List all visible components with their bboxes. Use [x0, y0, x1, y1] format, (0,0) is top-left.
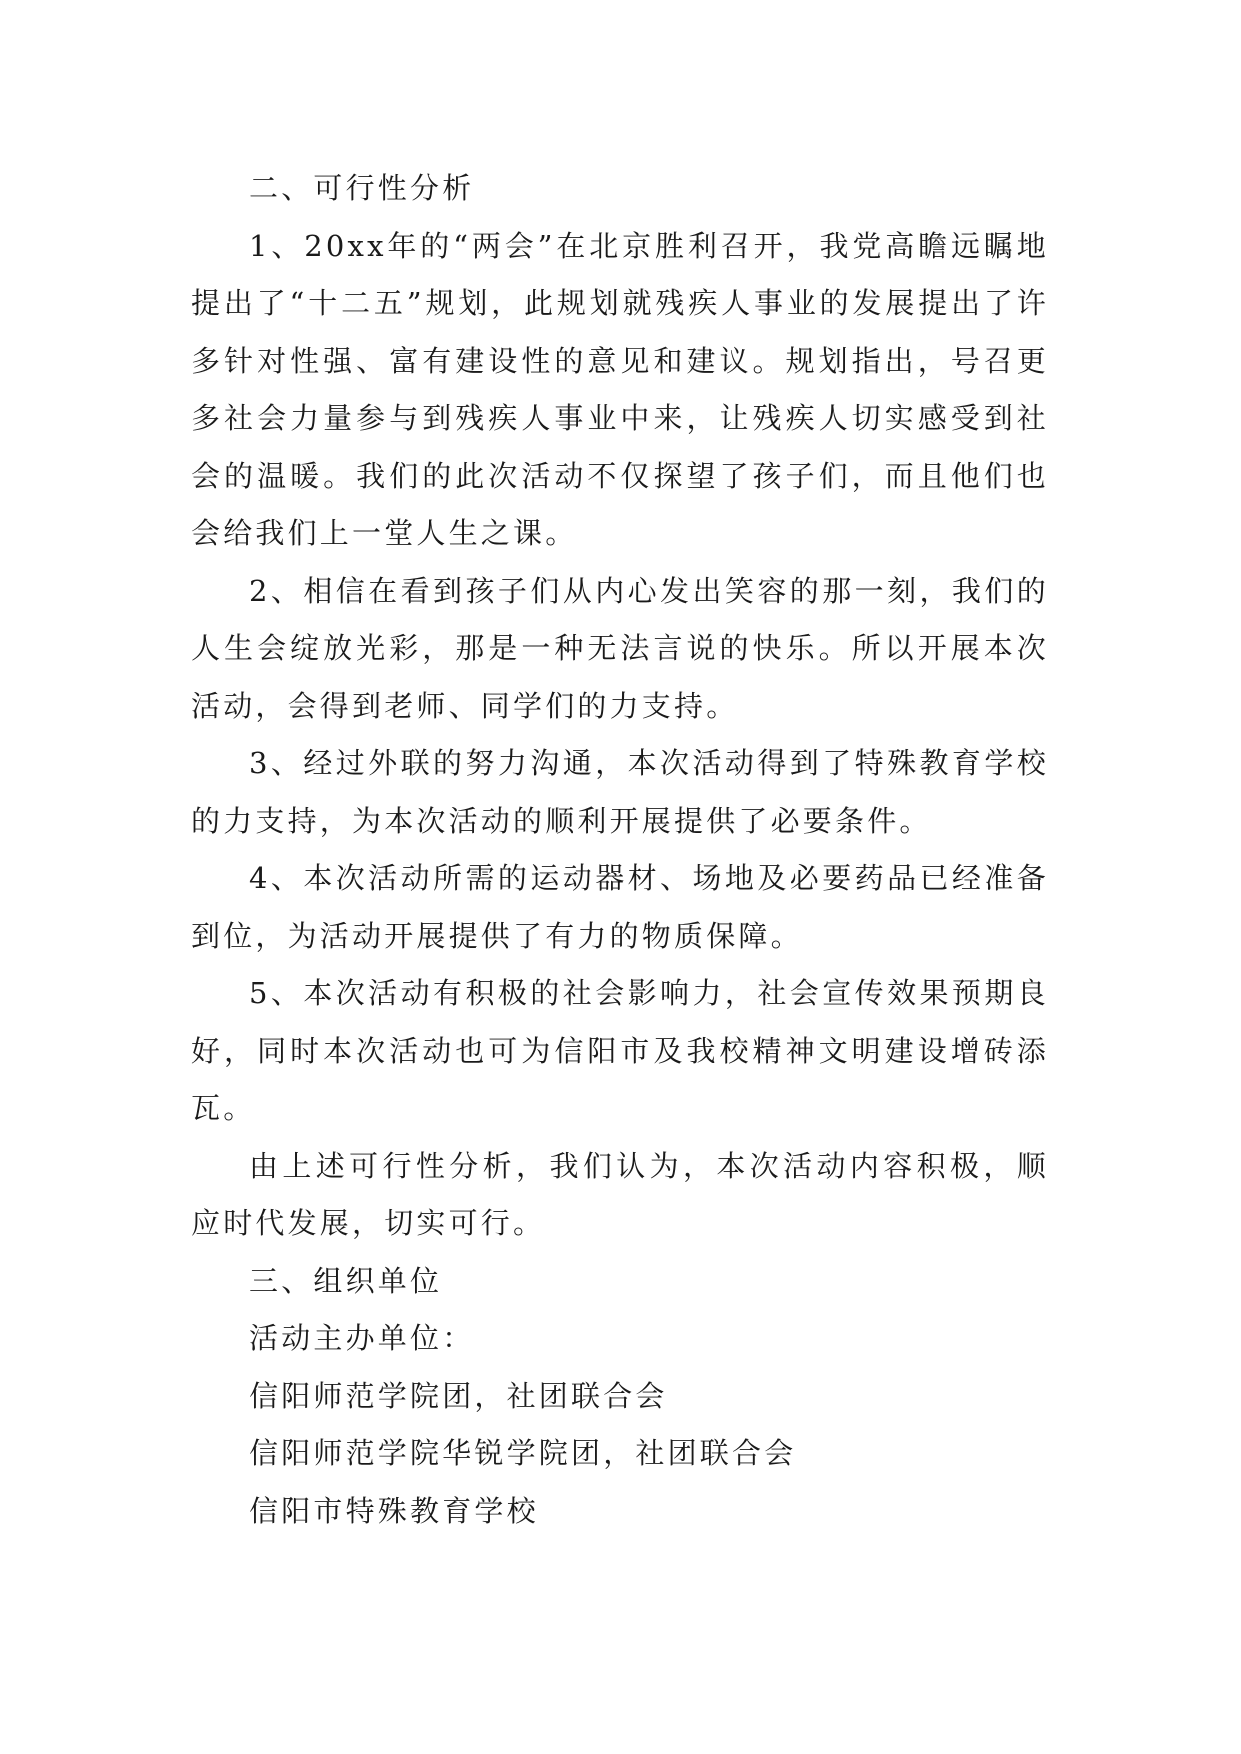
paragraph-5: 5、本次活动有积极的社会影响力，社会宣传效果预期良好，同时本次活动也可为信阳市及我校精神文明建设增砖添瓦。 [191, 976, 1049, 1125]
paragraph-1: 1、20xx年的“两会”在北京胜利召开，我党高瞻远瞩地提出了“十二五”规划，此规划就残疾人事业的发展提出了许多针对性强、富有建设性的意见和建议。规划指出，号召更多社会力量参与到残疾人事业中来，让残疾人切实感受到社会的温暖。我们的此次活动不仅探望了孩子们，而且他们也会给我们上一堂人生之课。 [191, 228, 1049, 550]
paragraph-2: 2、相信在看到孩子们从内心发出笑容的那一刻，我们的人生会绽放光彩，那是一种无法言说的快乐。所以开展本次活动，会得到老师、同学们的力支持。 [191, 573, 1049, 723]
organizer-item: 信阳师范学院团，社团联合会 [249, 1378, 668, 1413]
organizer-item: 信阳市特殊教育学校 [249, 1493, 539, 1528]
paragraph-3: 3、经过外联的努力沟通，本次活动得到了特殊教育学校的力支持，为本次活动的顺利开展提供了必要条件。 [191, 746, 1049, 838]
section-heading-feasibility: 二、可行性分析 [249, 171, 475, 205]
section-heading-organizers: 三、组织单位 [249, 1263, 443, 1298]
organizer-label: 活动主办单位： [249, 1321, 475, 1355]
paragraph-conclusion: 由上述可行性分析，我们认为，本次活动内容积极，顺应时代发展，切实可行。 [191, 1148, 1049, 1240]
paragraph-4: 4、本次活动所需的运动器材、场地及必要药品已经准备到位，为活动开展提供了有力的物质保障。 [191, 861, 1049, 953]
organizer-item: 信阳师范学院华锐学院团，社团联合会 [249, 1436, 797, 1470]
document-body [191, 160, 1049, 1540]
